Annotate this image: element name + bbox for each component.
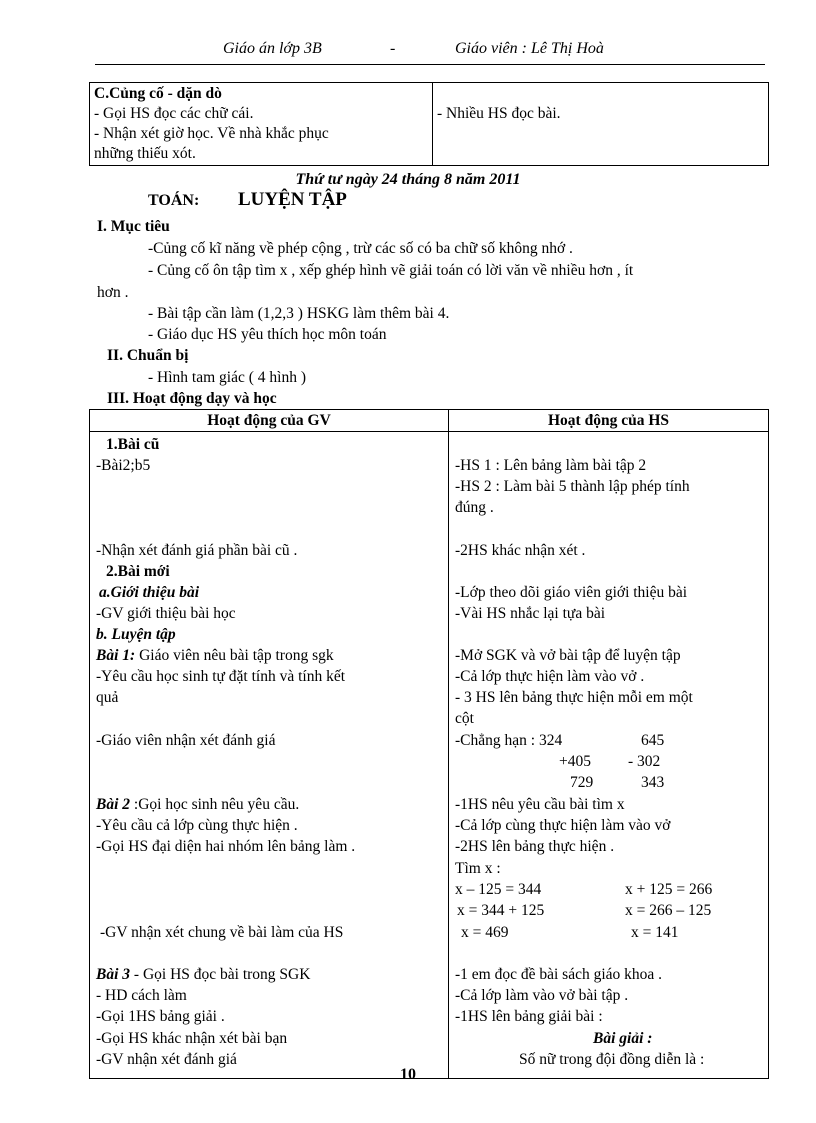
student-line: -HS 1 : Lên bảng làm bài tập 2 <box>455 457 647 474</box>
header-separator: - <box>390 40 396 57</box>
student-line: -1HS nêu yêu cầu bài tìm x <box>455 796 625 813</box>
review-table <box>89 82 769 166</box>
review-line: - Gọi HS đọc các chữ cái. <box>94 105 254 122</box>
equation: x + 125 = 266 <box>625 881 713 898</box>
student-line: Tìm x : <box>455 860 501 877</box>
section-prep-title: II. Chuẩn bị <box>107 347 189 364</box>
prep-item: - Hình tam giác ( 4 hình ) <box>148 369 306 386</box>
header-teacher: Giáo viên : Lê Thị Hoà <box>455 40 604 57</box>
page-number: 10 <box>400 1066 416 1083</box>
teacher-line: -Yêu cầu học sinh tự đặt tính và tính kết <box>96 668 346 685</box>
objective-item: hơn . <box>97 284 129 301</box>
header-class: Giáo án lớp 3B <box>223 40 322 57</box>
student-line: -Cả lớp cùng thực hiện làm vào vở <box>455 817 671 834</box>
exercise-3: Bài 3 - Gọi HS đọc bài trong SGK <box>96 966 311 983</box>
intro-heading: a.Giới thiệu bài <box>99 584 200 601</box>
student-line: Số nữ trong đội đồng diễn là : <box>519 1051 705 1068</box>
student-line: -HS 2 : Làm bài 5 thành lập phép tính <box>455 478 690 495</box>
review-right-text: - Nhiều HS đọc bài. <box>437 105 561 122</box>
teacher-line: -Yêu cầu cả lớp cùng thực hiện . <box>96 817 298 834</box>
teacher-line: -Gọi HS khác nhận xét bài bạn <box>96 1030 288 1047</box>
review-line: - Nhận xét giờ học. Về nhà khắc phục <box>94 125 329 142</box>
student-line: -Vài HS nhắc lại tựa bài <box>455 605 606 622</box>
teacher-line: -Giáo viên nhận xét đánh giá <box>96 732 276 749</box>
solution-heading: Bài giải : <box>593 1030 653 1047</box>
subject-label: TOÁN: <box>148 192 200 209</box>
student-line: -2HS khác nhận xét . <box>455 542 586 559</box>
exercise-2: Bài 2 :Gọi học sinh nêu yêu cầu. <box>96 796 300 813</box>
teacher-line: -GV nhận xét chung về bài làm của HS <box>100 924 344 941</box>
teacher-line: -Nhận xét đánh giá phần bài cũ . <box>96 542 298 559</box>
teacher-line: -Gọi 1HS bảng giải . <box>96 1008 225 1025</box>
calc-value: 645 <box>641 732 665 749</box>
student-line: -Cả lớp làm vào vở bài tập . <box>455 987 629 1004</box>
column-header-student: Hoạt động của HS <box>449 410 769 432</box>
teacher-line: -GV nhận xét đánh giá <box>96 1051 237 1068</box>
student-line: - 3 HS lên bảng thực hiện mỗi em một <box>455 689 693 706</box>
review-heading: C.Củng cố - dặn dò <box>94 85 222 102</box>
student-line: đúng . <box>455 499 494 516</box>
old-lesson-heading: 1.Bài cũ <box>106 436 160 453</box>
new-lesson-heading: 2.Bài mới <box>106 563 170 580</box>
equation: x = 141 <box>631 924 679 941</box>
teacher-line: - HD cách làm <box>96 987 187 1004</box>
calc-example: -Chẳng hạn : 324 <box>455 732 563 749</box>
teacher-line: quả <box>96 689 119 706</box>
exercise-1: Bài 1: Giáo viên nêu bài tập trong sgk <box>96 647 334 664</box>
teacher-column <box>90 432 449 1079</box>
teacher-line: -Bài2;b5 <box>96 457 151 474</box>
student-line: -2HS lên bảng thực hiện . <box>455 838 615 855</box>
student-line: cột <box>455 710 474 727</box>
teacher-line: -Gọi HS đại diện hai nhóm lên bảng làm . <box>96 838 356 855</box>
section-objectives-title: I. Mục tiêu <box>97 218 170 235</box>
student-line: -1HS lên bảng giải bài : <box>455 1008 603 1025</box>
teacher-line: -GV giới thiệu bài học <box>96 605 236 622</box>
calc-value: 729 <box>570 774 594 791</box>
column-header-teacher: Hoạt động của GV <box>90 410 449 432</box>
objective-item: - Giáo dục HS yêu thích học môn toán <box>148 326 387 343</box>
activity-table <box>89 409 769 1079</box>
objective-item: - Bài tập cần làm (1,2,3 ) HSKG làm thêm bài 4. <box>148 305 450 322</box>
equation: x = 469 <box>461 924 509 941</box>
calc-value: - 302 <box>628 753 661 770</box>
equation: x = 266 – 125 <box>625 902 712 919</box>
student-line: -Lớp theo dõi giáo viên giới thiệu bài <box>455 584 688 601</box>
student-line: -Cả lớp thực hiện làm vào vở . <box>455 668 645 685</box>
equation: x – 125 = 344 <box>455 881 542 898</box>
equation: x = 344 + 125 <box>457 902 545 919</box>
calc-value: +405 <box>559 753 591 770</box>
student-line: -1 em đọc đề bài sách giáo khoa . <box>455 966 663 983</box>
review-line: những thiếu xót. <box>94 145 196 162</box>
calc-value: 343 <box>641 774 665 791</box>
page-header <box>95 40 765 65</box>
practice-heading: b. Luyện tập <box>96 626 176 643</box>
review-right-cell <box>433 83 769 166</box>
student-column <box>449 432 769 1079</box>
student-line: -Mở SGK và vở bài tập để luyện tập <box>455 647 681 664</box>
lesson-date: Thứ tư ngày 24 tháng 8 năm 2011 <box>295 171 521 188</box>
lesson-title: LUYỆN TẬP <box>238 189 347 210</box>
objective-item: - Củng cố ôn tập tìm x , xếp ghép hình vẽ giải toán có lời văn về nhiều hơn , ít <box>148 262 634 279</box>
section-activity-title: III. Hoạt động dạy và học <box>107 390 277 407</box>
objective-item: -Củng cố kĩ năng về phép cộng , trừ các số có ba chữ số không nhớ . <box>148 240 573 257</box>
review-left-cell <box>90 83 433 166</box>
